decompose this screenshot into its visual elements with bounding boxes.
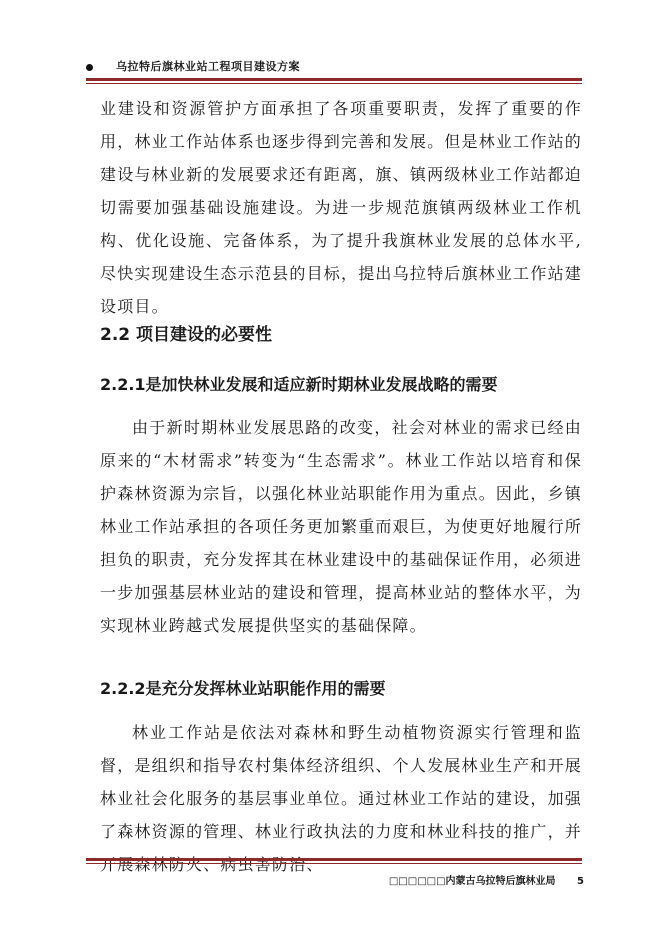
subsection-heading-2-2-1: 2.2.1是加快林业发展和适应新时期林业发展战略的需要: [100, 375, 498, 394]
bullet-icon: [86, 64, 93, 71]
header-title: 乌拉特后旗林业站工程项目建设方案: [116, 60, 300, 73]
paragraph-3: 林业工作站是依法对森林和野生动植物资源实行管理和监督，是组织和指导农村集体经济组织、个人发展林业生产和开展林业社会化服务的基层事业单位。通过林业工作站的建设，加强了森林资源的管理、林业行政执法的力度和林业科技的推广，并开展森林防火、病虫害防治、: [100, 723, 582, 874]
paragraph-2: 由于新时期林业发展思路的改变，社会对林业的需求已经由原来的“木材需求”转变为“生态需求”。林业工作站以培育和保护森林资源为宗旨，以强化林业站职能作用为重点。因此，乡镇林业工作站承担的各项任务更加繁重而艰巨，为使更好地履行所担负的职责，充分发挥其在林业建设中的基础保证作用，必须进一步加强基层林业站的建设和管理，提高林业站的整体水平，为实现林业跨越式发展提供坚实的基础保障。: [100, 418, 582, 635]
section-heading-2-2: 2.2 项目建设的必要性: [100, 325, 273, 345]
footer-rule-thin: [86, 863, 582, 864]
subsection-heading-2-2-2: 2.2.2是充分发挥林业站职能作用的需要: [100, 679, 386, 698]
header-rule: [86, 78, 582, 81]
paragraph-1: 业建设和资源管护方面承担了各项重要职责，发挥了重要的作用，林业工作站体系也逐步得到完善和发展。但是林业工作站的建设与林业新的发展要求还有距离，旗、镇两级林业工作站都迫切需要加强基础设施建设。为进一步规范旗镇两级林业工作机构、优化设施、完备体系，为了提升我旗林业发展的总体水平,尽快实现建设生态示范县的目标，提出乌拉特后旗林业工作站建设项目。: [100, 99, 582, 316]
page-number: 5: [577, 876, 584, 887]
footer-rule: [86, 858, 582, 861]
page-header: [86, 56, 582, 76]
page-footer: [389, 872, 584, 887]
footer-org: □□□□□□内蒙古乌拉特后旗林业局: [388, 876, 556, 887]
header-rule-thin: [86, 83, 582, 84]
